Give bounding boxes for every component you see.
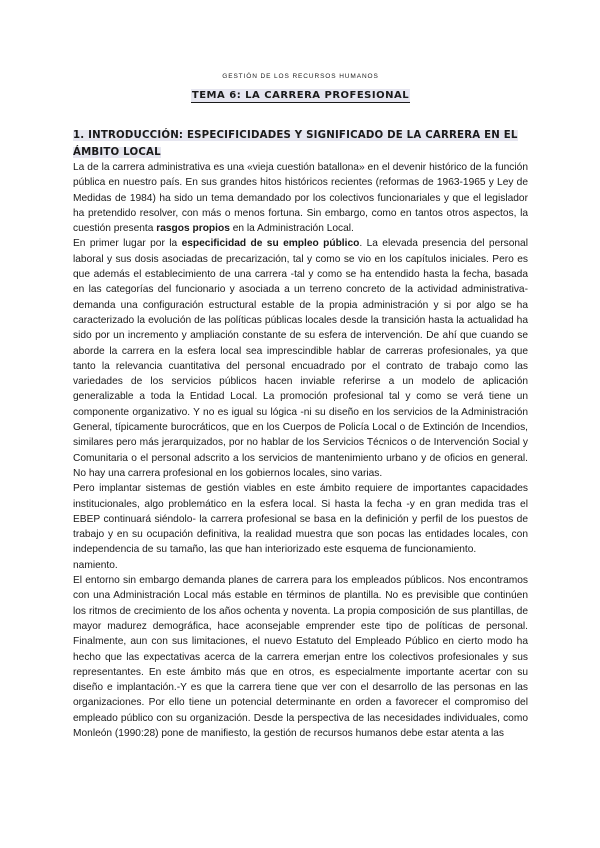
paragraph-1-text-a: La de la carrera administrativa es una «vieja cuestión batallona» en el devenir histórico de la función pública en nuestro país. En sus grandes hitos históricos recientes (reformas de 1963-1965 y Ley de Medidas de 1984) ha sido un tema demandado por los colectivos funcionariales y que el legislador ha pretendido resolver, con más o menos fortuna. Sin embargo, como en tantos otros aspectos, la cuestión presenta	[73, 162, 528, 235]
document-title-wrapper	[73, 87, 528, 103]
section-heading-text: 1. INTRODUCCIÓN: ESPECIFICIDADES Y SIGNIFICADO DE LA CARRERA EN EL ÁMBITO LOCAL	[73, 130, 518, 158]
paragraph-5: El entorno sin embargo demanda planes de carrera para los empleados públicos. Nos encontramos con una Administración Local más estable en términos de plantilla. No es previsible que continúen los ritmos de crecimiento de los años ochenta y noventa. La propia composición de sus plantillas, de mayor madurez demográfica, hace aconsejable emprender este tipo de políticas de personal. Finalmente, aun con sus limitaciones, el nuevo Estatuto del Empleado Público en cierto modo ha hecho que las expectativas acerca de la carrera emerjan entre los colectivos profesionales y sus representantes. En este ámbito más que en otros, es especialmente importante acertar con su diseño e implantación.-Y es que la carrera tiene que ver con el desarrollo de las personas en las organizaciones. Por ello tiene un potencial determinante en orden a favorecer el compromiso del empleado público con su organización. Desde la perspectiva de las necesidades individuales, como Monleón (1990:28) pone de manifiesto, la gestión de recursos humanos debe estar atenta a las	[73, 575, 528, 739]
document-title: TEMA 6: LA CARRERA PROFESIONAL	[191, 90, 410, 101]
paragraph-1	[73, 160, 528, 236]
paragraph-4: namiento.	[73, 559, 118, 571]
paragraph-2-text-a: En primer lugar por la	[73, 238, 182, 250]
paragraph-3: Pero implantar sistemas de gestión viables en este ámbito requiere de importantes capacidades institucionales, algo problemático en la esfera local. Si hasta la fecha -y en gran medida tras el EBEP continuará siéndolo- la carrera profesional se basa en la definición y perfil de los puestos de trabajo y en su ocupación definitiva, la realidad muestra que son pocas las entidades locales, con independencia de su tamaño, las que han interiorizado este esquema de funcionamiento.	[73, 483, 528, 556]
paragraph-2	[73, 236, 528, 481]
document-page	[73, 72, 528, 741]
paragraph-2-text-b: . La elevada presencia del personal laboral y sus dosis asociadas de precarización, tal y como se vio en los capítulos iniciales. Pero es que además el establecimiento de una carrera -tal y como se ha entendido hasta la fecha, basada en las categorías del funcionario y asociada a un terreno concreto de la actividad administrativa-demanda una configuración estructural estable de la propia administración y si por algo se ha caracterizado la evolución de las políticas públicas locales desde la transición hasta la actualidad ha sido por un incremento y ampliación constante de su esfera de intervención. De ahí que cuando se aborde la carrera en la esfera local sea imprescindible hablar de carreras profesionales, ya que tanto la relevancia cuantitativa del personal encuadrado por el contrato de trabajo como las variedades de los servicios públicos hacen inviable referirse a un modelo de aplicación generalizable a toda la Entidad Local. La promoción profesional tal y como se verá tiene un componente organizativo. Y no es igual su lógica -ni su diseño en los servicios de la Administración General, típicamente burocráticos, que en los Cuerpos de Policía Local o de Extinción de Incendios, similares pero más jerarquizados, por no hablar de los Servicios Técnicos o de Intervención Social y Comunitaria o el personal adscrito a los servicios de mantenimiento urbano y de oficios en general. No hay una carrera profesional en los gobiernos locales, sino varias.	[73, 238, 528, 479]
document-subject-header: GESTIÓN DE LOS RECURSOS HUMANOS	[222, 73, 379, 80]
section-heading	[73, 127, 528, 161]
paragraph-2-bold: especificidad de su empleo público	[181, 238, 360, 250]
paragraph-1-text-b: en la Administración Local.	[229, 223, 354, 235]
paragraph-1-bold: rasgos propios	[156, 223, 230, 235]
